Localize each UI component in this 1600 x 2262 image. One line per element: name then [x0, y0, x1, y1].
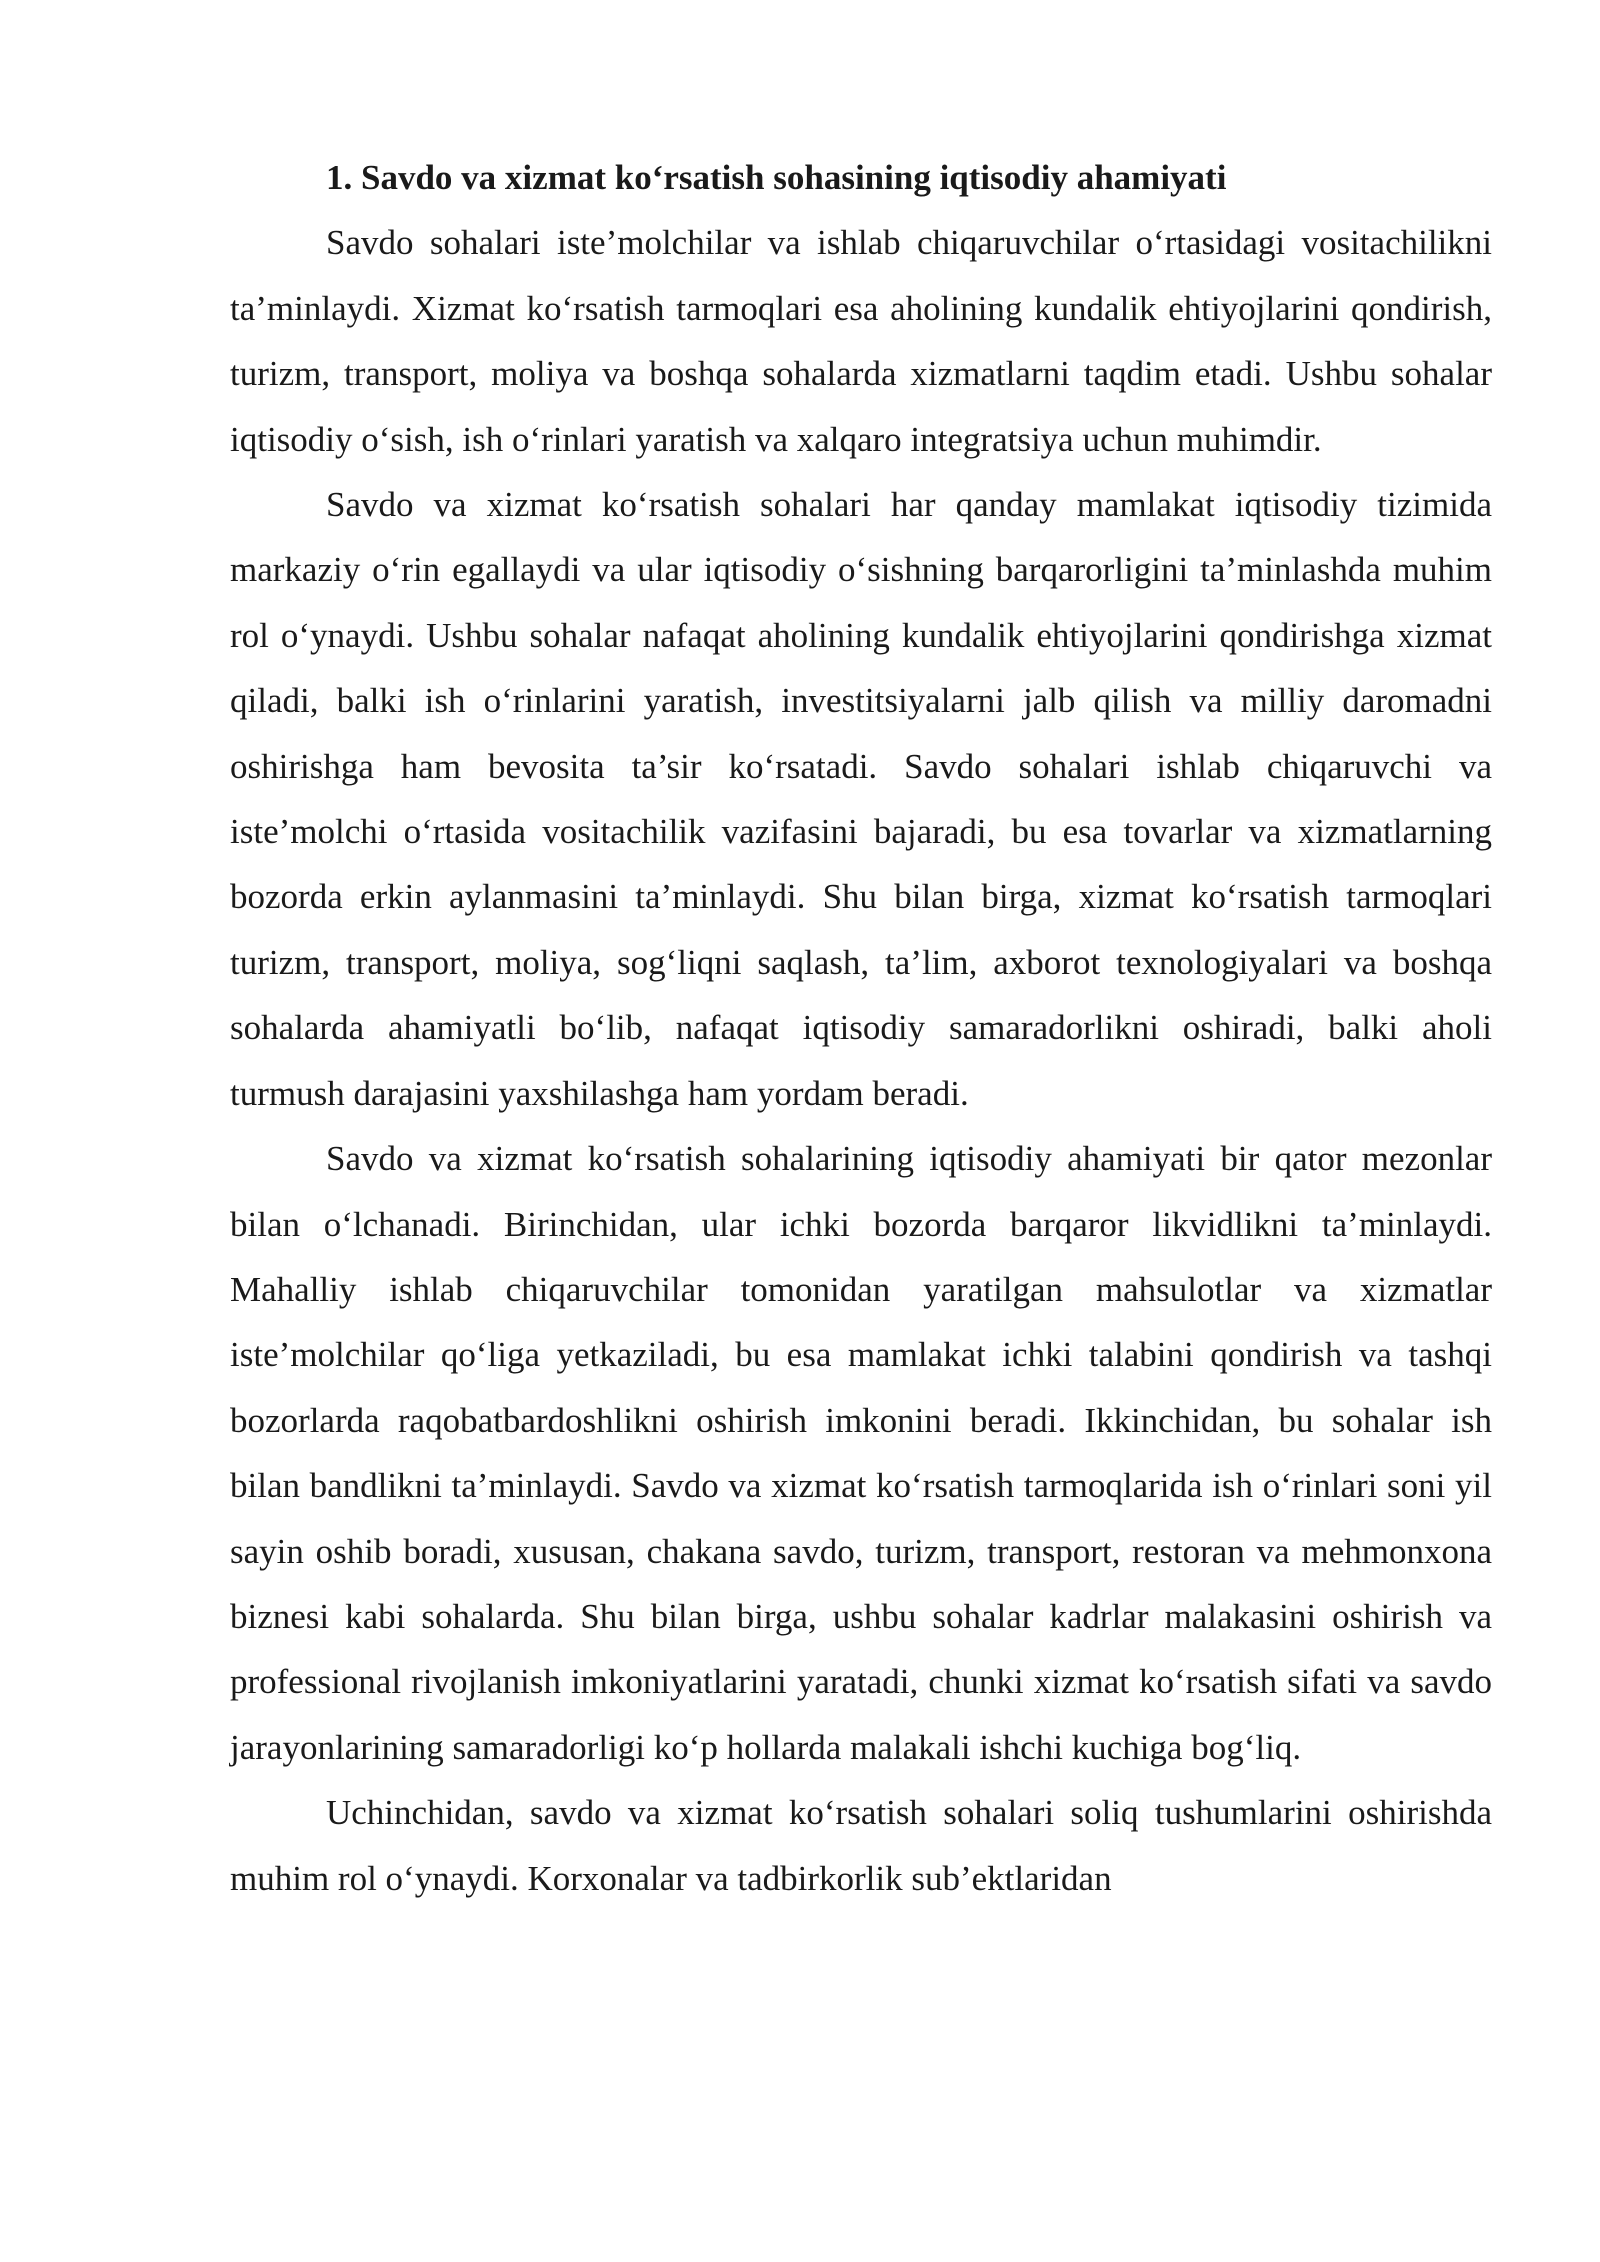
section-heading: 1. Savdo va xizmat ko‘rsatish sohasining iqtisodiy ahamiyati: [326, 158, 1227, 197]
document-body: [230, 145, 1492, 1911]
paragraph-2: Savdo va xizmat ko‘rsatish sohalari har qanday mamlakat iqtisodiy tizimida markaziy o‘rin egallaydi va ular iqtisodiy o‘sishning barqarorligini ta’minlashda muhim rol o‘ynaydi. Ushbu sohalar nafaqat aholining kundalik ehtiyojlarini qondirishga xizmat qiladi, balki ish o‘rinlarini yaratish, investitsiyalarni jalb qilish va milliy daromadni oshirishga ham bevosita ta’sir ko‘rsatadi. Savdo sohalari ishlab chiqaruvchi va iste’molchi o‘rtasida vositachilik vazifasini bajaradi, bu esa tovarlar va xizmatlarning bozorda erkin aylanmasini ta’minlaydi. Shu bilan birga, xizmat ko‘rsatish tarmoqlari turizm, transport, moliya, sog‘liqni saqlash, ta’lim, axborot texnologiyalari va boshqa sohalarda ahamiyatli bo‘lib, nafaqat iqtisodiy samaradorlikni oshiradi, balki aholi turmush darajasini yaxshilashga ham yordam beradi.: [230, 485, 1492, 1113]
paragraph-4: Uchinchidan, savdo va xizmat ko‘rsatish sohalari soliq tushumlarini oshirishda muhim rol o‘ynaydi. Korxonalar va tadbirkorlik sub’ektlaridan: [230, 1793, 1492, 1898]
paragraph-1: Savdo sohalari iste’molchilar va ishlab chiqaruvchilar o‘rtasidagi vositachilikni ta’minlaydi. Xizmat ko‘rsatish tarmoqlari esa aholining kundalik ehtiyojlarini qondirish, turizm, transport, moliya va boshqa sohalarda xizmatlarni taqdim etadi. Ushbu sohalar iqtisodiy o‘sish, ish o‘rinlari yaratish va xalqaro integratsiya uchun muhimdir.: [230, 223, 1492, 459]
paragraph-3: Savdo va xizmat ko‘rsatish sohalarining iqtisodiy ahamiyati bir qator mezonlar bilan o‘lchanadi. Birinchidan, ular ichki bozorda barqaror likvidlikni ta’minlaydi. Mahalliy ishlab chiqaruvchilar tomonidan yaratilgan mahsulotlar va xizmatlar iste’molchilar qo‘liga yetkaziladi, bu esa mamlakat ichki talabini qondirish va tashqi bozorlarda raqobatbardoshlikni oshirish imkonini beradi. Ikkinchidan, bu sohalar ish bilan bandlikni ta’minlaydi. Savdo va xizmat ko‘rsatish tarmoqlarida ish o‘rinlari soni yil sayin oshib boradi, xususan, chakana savdo, turizm, transport, restoran va mehmonxona biznesi kabi sohalarda. Shu bilan birga, ushbu sohalar kadrlar malakasini oshirish va professional rivojlanish imkoniyatlarini yaratadi, chunki xizmat ko‘rsatish sifati va savdo jarayonlarining samaradorligi ko‘p hollarda malakali ishchi kuchiga bog‘liq.: [230, 1139, 1492, 1767]
